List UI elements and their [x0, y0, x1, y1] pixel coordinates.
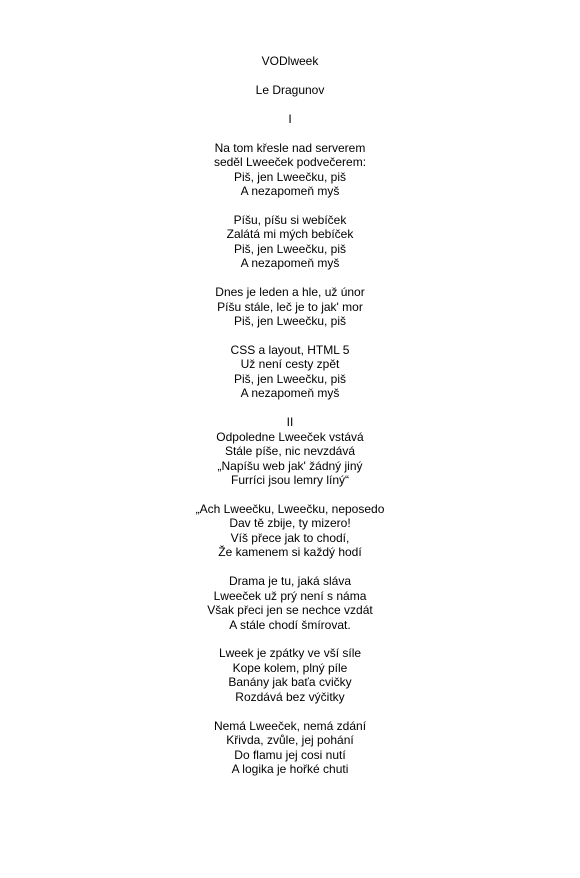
stanza	[0, 502, 580, 560]
poem-title: VODlweek	[261, 54, 319, 68]
spacer	[0, 68, 580, 82]
poem-line: Píšu, píšu si webíček	[233, 212, 347, 227]
stanza	[0, 285, 580, 328]
poem-line: Piš, jen Lweečku, piš	[233, 314, 347, 329]
stanza	[0, 343, 580, 401]
spacer	[0, 271, 580, 285]
poem-line: Piš, jen Lweečku, piš	[233, 169, 347, 184]
section-number: II	[286, 415, 294, 430]
spacer	[0, 329, 580, 343]
poem-section	[0, 415, 580, 776]
spacer	[0, 126, 580, 140]
poem-line: Furríci jsou lemry líný“	[230, 473, 349, 488]
spacer	[0, 487, 580, 501]
poem-sections	[0, 112, 580, 777]
poem-line: Už není cesty zpět	[240, 357, 340, 372]
spacer	[0, 560, 580, 574]
poem-line: Odpoledne Lweeček vstává	[216, 429, 364, 444]
poem-line: Drama je tu, jaká sláva	[228, 574, 352, 589]
poem-line: Piš, jen Lweečku, piš	[233, 241, 347, 256]
poem-line: Do flamu jej cosi nutí	[234, 747, 346, 762]
poem-line: Lweeček už prý není s náma	[213, 588, 367, 603]
poem-line: A logika je hořké chuti	[231, 762, 349, 777]
poem-author: Le Dragunov	[255, 82, 325, 97]
poem-line: CSS a layout, HTML 5	[230, 342, 350, 357]
poem-line: A nezapomeň myš	[240, 256, 340, 271]
poem-line: Však přeci jen se nechce vzdát	[207, 603, 373, 618]
poem-line: Dav tě zbije, ty mizero!	[229, 516, 351, 531]
poem-line: A nezapomeň myš	[240, 386, 340, 401]
stanza	[0, 141, 580, 199]
spacer	[0, 198, 580, 212]
spacer	[0, 632, 580, 646]
poem-line: „Napíšu web jak' žádný jiný	[217, 458, 363, 473]
poem-line: Rozdává bez výčitky	[235, 689, 345, 704]
poem-section	[0, 112, 580, 415]
stanza	[0, 430, 580, 488]
poem	[0, 54, 580, 776]
poem-line: A stále chodí šmírovat.	[229, 617, 351, 632]
poem-line: Že kamenem si každý hodí	[218, 545, 362, 560]
poem-line: Nemá Lweeček, nemá zdání	[213, 718, 367, 733]
poem-line: Křivda, zvůle, jej pohání	[226, 733, 354, 748]
poem-line: Dnes je leden a hle, už únor	[215, 285, 365, 300]
poem-line: Lweek je zpátky ve vší síle	[218, 646, 362, 661]
spacer	[0, 97, 580, 111]
section-number: I	[288, 111, 292, 126]
poem-line: seděl Lweeček podvečerem:	[213, 155, 367, 170]
stanza	[0, 574, 580, 632]
poem-line: „Ach Lweečku, Lweečku, neposedo	[195, 501, 385, 516]
poem-line: Píšu stále, leč je to jak' mor	[217, 299, 363, 314]
poem-line: Na tom křesle nad serverem	[214, 140, 366, 155]
spacer	[0, 704, 580, 718]
spacer	[0, 401, 580, 415]
poem-line: A nezapomeň myš	[240, 184, 340, 199]
poem-line: Banány jak baťa cvičky	[228, 675, 352, 690]
poem-line: Víš přece jak to chodí,	[230, 530, 350, 545]
poem-line: Zalátá mi mých bebíček	[226, 227, 354, 242]
poem-line: Piš, jen Lweečku, piš	[233, 371, 347, 386]
poem-line: Kope kolem, plný píle	[232, 660, 348, 675]
stanza	[0, 646, 580, 704]
stanza	[0, 213, 580, 271]
poem-line: Stále píše, nic nevzdává	[224, 444, 356, 459]
stanza	[0, 719, 580, 777]
